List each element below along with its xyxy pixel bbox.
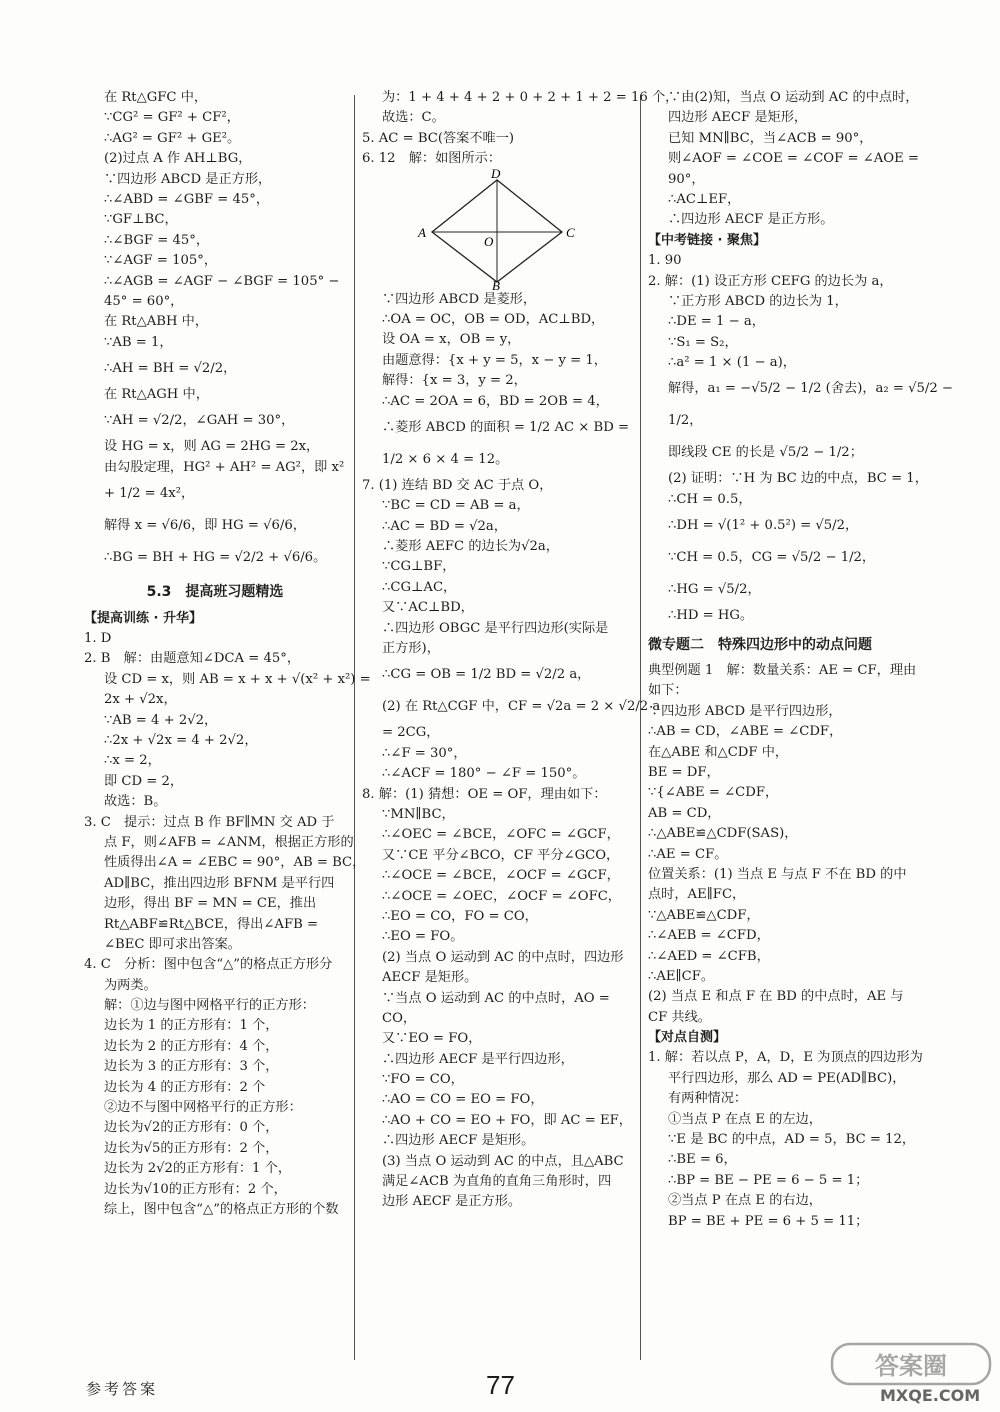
text-line: BE = DF， [648,765,720,780]
col3-text-bottom [648,661,916,1028]
text-line: 7. (1) 连结 BD 交 AC 于点 O， [362,477,553,493]
page-number: 77 [486,1370,515,1400]
sub-title-self-test: 【对点自测】 [648,1030,727,1046]
text-line: ∵AH = √2/2，∠GAH = 30°， [104,413,295,429]
text-line: (2)过点 A 作 AH⊥BG， [104,151,252,167]
text-line: 解得 x = √6/6，即 HG = √6/6， [104,518,306,534]
text-line: 边长为 1 的正方形有：1 个， [104,1018,279,1034]
text-line: ∵AB = 4 + 2√2， [104,712,218,728]
text-line: 90°， [668,171,705,187]
text-line: 在 Rt△AGH 中， [104,387,209,403]
text-line: 2x + √2x， [104,692,177,708]
text-line: 6. 12 解：如图所示： [362,151,502,167]
text-line: ∵BC = CD = AB = a， [382,498,530,514]
text-line: 故选：B。 [104,794,167,810]
text-line: CO， [382,1010,417,1026]
text-line: ∴∠BGF = 45°， [104,232,210,248]
text-line: AECF 是矩形。 [382,970,478,986]
text-line: 设 OA = x，OB = y， [382,332,521,348]
text-line: 边长为 4 的正方形有：2 个 [104,1079,266,1095]
text-line: 45° = 60°， [104,293,184,309]
text-line: ∴DH = √(1² + 0.5²) = √5/2， [668,518,859,534]
label-d: D [491,165,501,181]
text-line: ∵四边形 ABCD 是正方形， [104,171,272,187]
text-line: 平行四边形，那么 AD = PE(AD∥BC)， [668,1070,906,1086]
text-line: = 2CG， [382,725,440,741]
text-line: ∵E 是 BC 的中点，AD = 5，BC = 12， [668,1132,916,1148]
col3-text-mid [648,251,953,627]
text-line: 解得：{x = 3，y = 2， [382,373,527,389]
text-line: + 1/2 = 4x²， [104,486,195,502]
text-line: ∴∠AGB = ∠AGF − ∠BGF = 105° − [104,273,340,289]
col3-text-end [648,1048,923,1232]
text-line: (2) 当点 E 和点 F 在 BD 的中点时，AE 与 [648,989,904,1005]
text-line: 在 Rt△ABH 中， [104,314,209,330]
text-line: 又∵CE 平分∠BCO，CF 平分∠GCO， [382,847,620,863]
text-line: 有两种情况： [668,1091,748,1107]
text-line: ∴HD = HG。 [668,608,754,624]
text-line: 典型例题 1 解：数量关系：AE = CF，理由 [648,663,917,679]
text-line: ∵AB = 1， [104,334,173,350]
text-line: 边形，得出 BF = MN = CE，推出 [104,896,317,912]
text-line: ∴∠ACF = 180° − ∠F = 150°。 [382,766,586,782]
col1-text-block [84,88,346,574]
text-line: 2. B 解：由题意知∠DCA = 45°， [84,651,301,667]
watermark-logo-text: 答案圈 [875,1352,947,1380]
text-line: CF 共线。 [648,1009,711,1025]
text-line: 点时，AE∥FC， [648,887,746,903]
text-line: 由勾股定理，HG² + AH² = AG²，即 x² [104,459,345,475]
text-line: ∴CH = 0.5， [668,491,752,507]
text-line: ∵由(2)知，当点 O 运动到 AC 的中点时， [668,90,919,105]
text-line: 满足∠ACB 为直角的直角三角形时，四 [382,1174,612,1190]
text-line: ∴四边形 OBGC 是平行四边形(实际是 [382,620,609,636]
text-line: ∵CH = 0.5，CG = √5/2 − 1/2， [668,550,876,566]
text-line: ∴AE = CF。 [648,846,728,862]
text-line: ∵四边形 ABCD 是平行四边形， [648,703,842,719]
text-line: ②当点 P 在点 E 的右边， [668,1193,822,1209]
text-line: 由题意得：{x + y = 5，x − y = 1， [382,352,607,368]
text-line: AD∥BC，推出四边形 BFNM 是平行四 [104,875,335,891]
sub-title-training: 【提高训练 · 升华】 [84,610,202,626]
text-line: ∴BG = BH + HG = √2/2 + √6/6。 [104,550,327,566]
text-line: ∴∠F = 30°， [382,745,467,761]
text-line: 在 Rt△GFC 中， [104,90,208,105]
col2-text-bottom [362,290,661,1213]
text-line: 1. 90 [648,253,682,269]
text-line: ∴EO = CO，FO = CO， [382,908,538,924]
text-line: ∵GF⊥BC， [104,212,178,228]
rhombus-diagram [362,165,632,293]
col3-text-top [648,88,919,231]
text-line: AB = CD， [648,805,721,821]
text-line: ∴DE = 1 − a， [668,314,765,330]
text-line: 设 HG = x，则 AG = 2HG = 2x， [104,439,320,455]
text-line: ∴∠OCE = ∠OEC，∠OCF = ∠OFC， [382,888,621,904]
text-line: ∴CG = OB = 1/2 BD = √2/2 a， [382,667,591,683]
text-line: ∴BE = 6， [668,1152,737,1168]
text-line: 解：①边与图中网格平行的正方形： [104,998,315,1014]
text-line: ∵△ABE≌△CDF， [648,907,760,923]
text-line: ∴四边形 AECF 是平行四边形， [382,1051,574,1067]
footer-label: 参考答案 [86,1380,159,1398]
text-line: ①当点 P 在点 E 的左边， [668,1111,822,1127]
text-line: 位置关系：(1) 当点 E 与点 F 不在 BD 的中 [648,866,907,882]
text-line: 2. 解：(1) 设正方形 CEFG 的边长为 a， [648,273,893,289]
text-line: 边长为√2的正方形有：0 个， [104,1120,279,1136]
text-line: 解得，a₁ = −√5/2 − 1/2 (舍去)，a₂ = √5/2 − [668,381,953,397]
label-a: A [418,224,426,240]
text-line: ∵正方形 ABCD 的边长为 1， [668,293,848,309]
text-line: 综上，图中包含“△”的格点正方形的个数 [104,1201,339,1217]
text-line: ∴BP = BE − PE = 6 − 5 = 1； [668,1172,869,1188]
text-line: 性质得出∠A = ∠EBC = 90°，AB = BC， [104,855,366,871]
text-line: 为两类。 [104,977,157,993]
text-line: 1. 解：若以点 P，A，D，E 为顶点的四边形为 [648,1050,923,1066]
text-line: ∴x = 2， [104,753,161,769]
text-line: ∵MN∥BC， [382,806,455,822]
text-line: BP = BE + PE = 6 + 5 = 11； [668,1213,869,1229]
text-line: ∴∠AED = ∠CFB， [648,948,770,964]
text-line: ∵当点 O 运动到 AC 的中点时，AO = [382,990,610,1006]
text-line: 3. C 提示：过点 B 作 BF∥MN 交 AD 于 [84,814,335,830]
text-line: 8. 解：(1) 猜想：OE = OF，理由如下： [362,786,607,802]
text-line: ∵CG² = GF² + CF²， [104,110,240,126]
text-line: ∴∠AEB = ∠CFD， [648,928,770,944]
label-c: C [566,224,575,240]
text-line: ∴菱形 AEFC 的边长为√2a， [382,539,559,555]
text-line: ∴EO = FO。 [382,929,464,945]
text-line: 边长为 2√2的正方形有：1 个， [104,1161,292,1177]
text-line: ∵{∠ABE = ∠CDF， [648,785,779,801]
text-line: 则∠AOF = ∠COE = ∠COF = ∠AOE = [668,151,919,167]
text-line: (2) 当点 O 运动到 AC 的中点时，四边形 [382,949,624,965]
text-line: ∵S₁ = S₂， [668,334,738,350]
label-o: O [484,233,494,249]
text-line: ∴AC = BD = √2a， [382,518,507,534]
text-line: ∴OA = OC，OB = OD，AC⊥BD， [382,311,605,327]
text-line: 如下： [648,683,688,699]
text-line: ∴AB = CD，∠ABE = ∠CDF， [648,724,843,740]
text-line: ②边不与图中网格平行的正方形： [104,1100,302,1116]
column-divider-1 [354,95,355,1360]
text-line: 设 CD = x，则 AB = x + x + √(x² + x²) = [104,671,371,687]
text-line: ∴AH = BH = √2/2， [104,361,237,377]
text-line: 已知 MN∥BC，当∠ACB = 90°， [668,130,873,146]
text-line: (3) 当点 O 运动到 AC 的中点，且△ABC [382,1153,624,1169]
text-line: 正方形)， [382,641,440,657]
text-line: 又∵AC⊥BD， [382,600,474,616]
text-line: 1. D [84,631,112,647]
text-line: ∴AO + CO = EO + FO，即 AC = EF， [382,1112,632,1128]
text-line: 即线段 CE 的长是 √5/2 − 1/2； [668,445,863,461]
text-line: 又∵EO = FO， [382,1031,482,1047]
section-title: 5.3 提高班习题精选 [146,584,284,601]
column-left [84,88,371,1220]
text-line: 边形 AECF 是正方形。 [382,1194,522,1210]
text-line: ∴∠ABD = ∠GBF = 45°， [104,191,270,207]
rhombus-svg [362,165,622,293]
text-line: ∴AC = 2OA = 6，BD = 2OB = 4， [382,393,609,409]
column-right [648,88,953,1232]
text-line: ∠BEC 即可求出答案。 [104,936,241,952]
text-line: 4. C 分析：图中包含“△”的格点正方形分 [84,957,333,973]
text-line: ∵FO = CO， [382,1072,464,1088]
text-line: ∴四边形 AECF 是正方形。 [668,212,834,228]
text-line: ∴AE∥CF。 [648,968,715,984]
column-divider-2 [640,95,641,1360]
text-line: 边长为 2 的正方形有：4 个， [104,1038,279,1054]
text-line: ∵∠AGF = 105°， [104,253,218,269]
text-line: 为：1 + 4 + 4 + 2 + 0 + 2 + 1 + 2 = 16 个， [382,90,679,105]
text-line: ∴AC⊥EF， [668,191,741,207]
col2-text-top [362,88,679,170]
text-line: 5. AC = BC(答案不唯一) [362,130,515,146]
text-line: (2) 证明：∵H 为 BC 边的中点，BC = 1， [668,471,928,487]
text-line: ∴菱形 ABCD 的面积 = 1/2 AC × BD = [382,419,630,435]
text-line: 1/2， [668,413,703,429]
text-line: 1/2 × 6 × 4 = 12。 [382,451,509,467]
text-line: ∴AO = CO = EO = FO， [382,1092,544,1108]
text-line: ∴2x + √2x = 4 + 2√2， [104,733,258,748]
text-line: 故选：C。 [382,110,445,126]
text-line: ∴HG = √5/2， [668,582,761,598]
text-line: ∵CG⊥BF， [382,559,456,575]
text-line: ∴AG² = GF² + GE²。 [104,130,241,146]
topic-title: 微专题二 特殊四边形中的动点问题 [648,636,872,653]
text-line: ∵四边形 ABCD 是菱形， [382,291,537,307]
label-b: B [492,277,500,293]
text-line: 点 F，则∠AFB = ∠ANM，根据正方形的 [104,834,354,850]
watermark-text: MXQE.COM [880,1386,981,1405]
text-line: 在△ABE 和△CDF 中， [648,744,789,760]
text-line: ∴∠OEC = ∠BCE，∠OFC = ∠GCF， [382,827,620,843]
text-line: (2) 在 Rt△CGF 中，CF = √2a = 2 × √2/2 a [382,699,661,715]
text-line: 即 CD = 2， [104,773,184,789]
text-line: Rt△ABF≌Rt△BCE，得出∠AFB = [104,916,319,932]
sub-title-exam-link: 【中考链接 · 聚焦】 [648,232,766,248]
text-line: ∴CG⊥AC， [382,579,457,595]
text-line: 边长为√10的正方形有：2 个， [104,1181,287,1197]
text-line: 四边形 AECF 是矩形， [668,110,808,126]
text-line: ∴∠OCE = ∠BCE，∠OCF = ∠GCF， [382,868,620,884]
col1-answers-block [84,629,371,1220]
text-line: 边长为 3 的正方形有：3 个， [104,1059,279,1075]
text-line: 边长为√5的正方形有：2 个， [104,1140,279,1156]
text-line: ∴a² = 1 × (1 − a)， [668,355,796,371]
text-line: ∴△ABE≌△CDF(SAS)， [648,826,798,842]
text-line: ∴四边形 AECF 是矩形。 [382,1133,535,1149]
